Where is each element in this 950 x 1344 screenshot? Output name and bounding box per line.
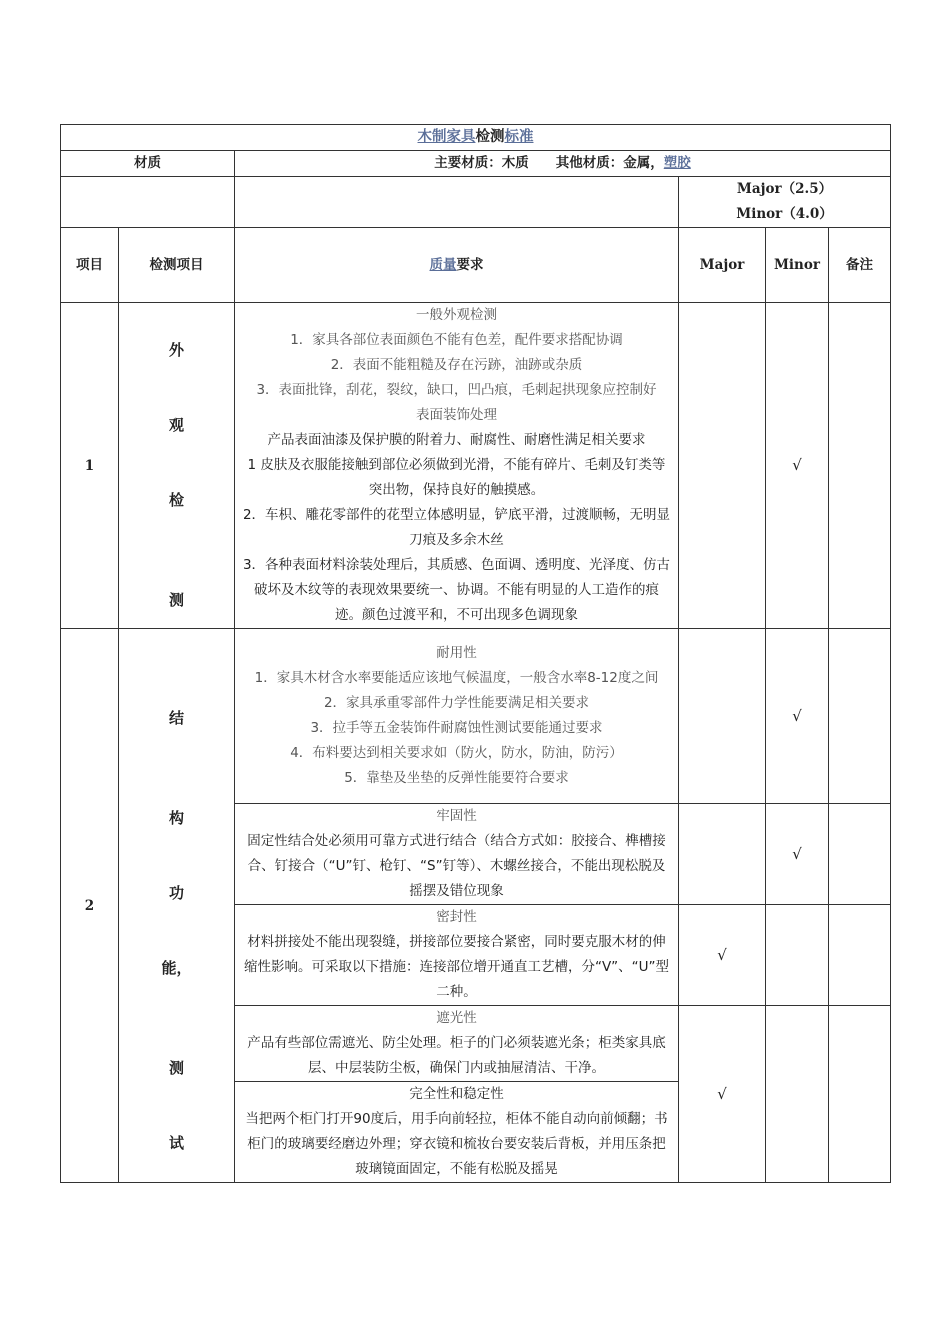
- durability-minor-check: √: [766, 629, 829, 804]
- table-row: [61, 629, 891, 804]
- req-line: 固定性结合处必须用可靠方式进行结合（结合方式如：胶接合、榫槽接合、钉接合（“U”钉、枪钉、“S”钉等）、木螺丝接合，不能出现松脱及摇摆及错位现象: [247, 833, 666, 899]
- req-line: 产品有些部位需遮光、防尘处理。柜子的门必须装遮光条；柜类家具底层、中层装防尘板，确保门内或抽屉清洁、干净。: [247, 1035, 666, 1076]
- aql-empty-left: [61, 177, 235, 228]
- material-main-text: 主要材质：木质 其他材质：金属，: [434, 155, 664, 171]
- req-line: 1 皮肤及衣服能接触到部位必须做到光滑，不能有碎片、毛刺及钉类等突出物，保持良好的触摸感。: [247, 457, 666, 498]
- req-line: 当把两个柜门打开90度后，用手向前轻拉，柜体不能自动向前倾翻；书柜门的玻璃要经磨边外理；穿衣镜和梳妆台要安装后背板，并用压条把玻璃镜面固定，不能有松脱及摇晃: [245, 1111, 668, 1177]
- firmness-major: [679, 804, 766, 905]
- req-line: 2．表面不能粗糙及存在污跡，油跡或杂质: [330, 357, 583, 373]
- inspection-standard-table: [60, 124, 891, 1183]
- header-item: 项目: [61, 228, 119, 303]
- title-link-furniture[interactable]: 木制家具: [417, 129, 476, 145]
- sealing-minor: [766, 905, 829, 1006]
- title-link-standard[interactable]: 标准: [504, 129, 534, 145]
- header-minor: Minor: [766, 228, 829, 303]
- sealing-remark: [829, 905, 891, 1006]
- durability-remark: [829, 629, 891, 804]
- req-line: 3．拉手等五金装饰件耐腐蚀性测试要能通过要求: [310, 720, 603, 736]
- req-line: 4．布料要达到相关要求如（防火，防水，防油，防污）: [290, 745, 623, 761]
- req-line: 耐用性: [436, 645, 477, 661]
- header-remark: 备注: [829, 228, 891, 303]
- req-line: 牢固性: [436, 808, 477, 824]
- shading-stability-major-check: √: [679, 1006, 766, 1183]
- section-1-category: 外 观 检 测: [119, 303, 235, 629]
- material-label: 材质: [61, 151, 235, 177]
- aql-major: Major（2.5）: [736, 181, 833, 197]
- header-quality-requirement: [235, 228, 679, 303]
- req-line: 1．家具各部位表面颜色不能有色差，配件要求搭配协调: [290, 332, 623, 348]
- aql-minor: Minor（4.0）: [736, 206, 833, 222]
- section-1-minor-check: √: [766, 303, 829, 629]
- aql-empty-middle: [235, 177, 679, 228]
- req-line: 3．各种表面材料涂装处理后，其质感、色面调、透明度、光泽度、仿古破坏及木纹等的表现效果要统一、协调。不能有明显的人工造作的痕迹。颜色过渡平和，不可出现多色调现象: [242, 557, 671, 623]
- shading-requirements: [235, 1006, 679, 1082]
- shading-stability-minor: [766, 1006, 829, 1183]
- req-line: 3．表面批锋，刮花，裂纹，缺口，凹凸痕，毛刺起拱现象应控制好: [256, 382, 657, 398]
- req-line: 2．车枳、雕花零部件的花型立体感明显，铲底平滑，过渡顺畅，无明显刀痕及多余木丝: [242, 507, 671, 548]
- req-line: 一般外观检测: [416, 307, 497, 323]
- table-title: [61, 125, 891, 151]
- firmness-remark: [829, 804, 891, 905]
- req-line: 密封性: [436, 909, 477, 925]
- section-1-remark: [829, 303, 891, 629]
- header-requirement-text: 要求: [456, 256, 484, 273]
- req-line: 产品表面油漆及保护膜的附着力、耐腐性、耐磨性满足相关要求: [267, 432, 646, 448]
- stability-requirements: [235, 1082, 679, 1183]
- table-row: [61, 303, 891, 629]
- durability-major: [679, 629, 766, 804]
- header-check-item: 检测项目: [119, 228, 235, 303]
- title-text-check: 检测: [475, 129, 505, 145]
- req-line: 2．家具承重零部件力学性能要满足相关要求: [323, 695, 590, 711]
- req-line: 材料拼接处不能出现裂缝，拼接部位要接合紧密，同时要克服木材的伸缩性影响。可采取以下措施：连接部位增开通直工艺槽，分“V”、“U”型二种。: [243, 934, 670, 1000]
- section-1-number: 1: [61, 303, 119, 629]
- section-1-major: [679, 303, 766, 629]
- durability-requirements: [235, 629, 679, 804]
- section-1-requirements: [235, 303, 679, 629]
- section-2-number: 2: [61, 629, 119, 1183]
- req-line: 5．靠垫及坐垫的反弹性能要符合要求: [344, 770, 569, 786]
- section-2-category: 结 构 功 能， 测 试: [119, 629, 235, 1183]
- sealing-major-check: √: [679, 905, 766, 1006]
- material-value: [235, 151, 891, 177]
- material-plastic-link[interactable]: 塑胶: [663, 155, 691, 171]
- firmness-minor-check: √: [766, 804, 829, 905]
- aql-levels: [679, 177, 891, 228]
- shading-stability-remark: [829, 1006, 891, 1183]
- header-quality-link[interactable]: 质量: [429, 256, 457, 273]
- sealing-requirements: [235, 905, 679, 1006]
- req-line: 遮光性: [436, 1010, 477, 1026]
- header-major: Major: [679, 228, 766, 303]
- firmness-requirements: [235, 804, 679, 905]
- req-line: 完全性和稳定性: [409, 1086, 504, 1102]
- req-line: 表面装饰处理: [416, 407, 497, 423]
- req-line: 1．家具木材含水率要能适应该地气候温度，一般含水率8-12度之间: [254, 670, 659, 686]
